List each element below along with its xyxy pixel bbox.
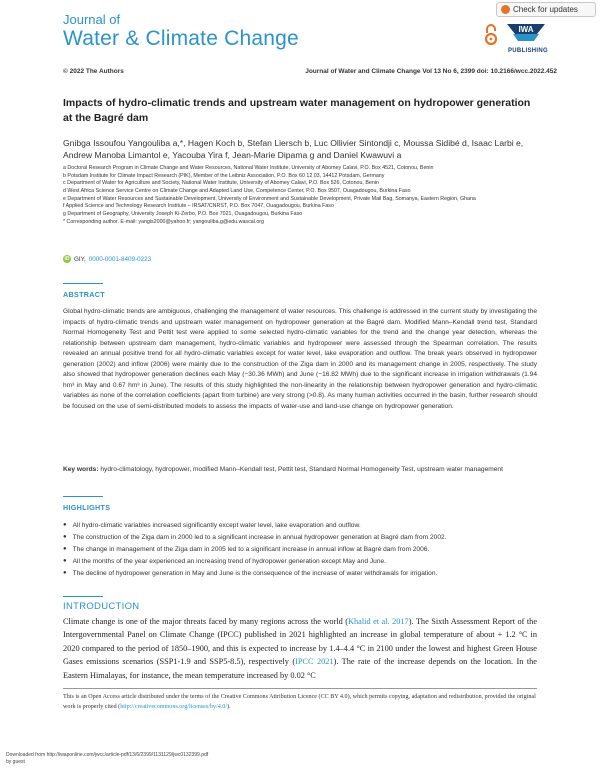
copyright: © 2022 The Authors xyxy=(63,68,124,75)
highlight-text: All hydro-climatic variables increased significantly except water level, lake evaporation and outflow. xyxy=(72,522,361,529)
highlight-item xyxy=(63,520,537,532)
affiliation-item: f Applied Science and Technology Research Institute – IRSAT/CNRST, P.O. Box 7047, Ouagadougou, Burkina Faso xyxy=(63,203,334,210)
crossmark-icon xyxy=(501,5,510,14)
highlight-item xyxy=(63,556,537,568)
footer-divider xyxy=(63,688,537,689)
highlight-item xyxy=(63,568,537,580)
license-link[interactable]: http://creativecommons.org/licenses/by/4.0/ xyxy=(120,703,228,710)
orcid-label: GIY, xyxy=(74,255,86,263)
citation-link[interactable]: IPCC 2021 xyxy=(295,657,334,667)
corresponding-author: * Corresponding author. E-mail: yangis2000@yahoo.fr; yangouliba.g@edu.wascal.org xyxy=(63,218,264,225)
bullet-icon: ● xyxy=(63,546,67,552)
highlight-item xyxy=(63,532,537,544)
orcid-icon: iD xyxy=(64,256,70,262)
introduction-heading: INTRODUCTION xyxy=(63,601,140,612)
highlight-text: The change in management of the Ziga dam in 2005 led to a significant increase in annual inflow at Bagré dam from 2006. xyxy=(72,546,430,553)
highlight-text: The construction of the Ziga dam in 2000 led to a significant increase in annual hydropower generation at Bagré dam from 2002. xyxy=(72,534,447,541)
intro-text-part: ). The Sixth Assessment Report of the Intergovernmental Panel on Climate Change (IPCC) published in 2021 highlighted an increase in global temperature of about + 1.2 °C in 2020 compared to the period of 1850–1900, and this is expected to increase by 1.4–4.4 °C in 2100 under the lowest and highest Green House Gases emissions scenarios (SSP1-1.9 and SSP5-8.5), respectively ( xyxy=(63,617,537,667)
affiliation-item: a Doctoral Research Program in Climate Change and Water Resources, National Water Institute, University of Abomey Calavi, P.O. Box 4521, Cotonou, Benin xyxy=(63,165,434,171)
intro-text-part: Climate change is one of the major threats faced by many regions across the world ( xyxy=(63,617,349,626)
highlights-list xyxy=(63,520,537,580)
bullet-icon: ● xyxy=(63,558,67,564)
journal-name-line1: Journal of xyxy=(63,12,121,27)
journal-name-line2: Water & Climate Change xyxy=(63,27,299,50)
affiliations xyxy=(63,165,543,226)
highlights-rule xyxy=(63,496,103,497)
check-for-updates-button[interactable] xyxy=(496,2,596,17)
article-title: Impacts of hydro-climatic trends and upstream water management on hydropower generation at the Bagré dam xyxy=(63,97,531,125)
highlight-text: The decline of hydropower generation in May and June is the consequence of the increase of water withdrawals for irrigation. xyxy=(72,570,438,577)
affiliation-item: b Potsdam Institute for Climate Impact Research (PIK), Member of the Leibniz Association, P.O. Box 60 12 03, 14412 Potsdam, Germany xyxy=(63,172,385,179)
download-line: by guest xyxy=(6,758,25,765)
introduction-text xyxy=(63,615,537,682)
bullet-icon: ● xyxy=(63,534,67,540)
citation: Journal of Water and Climate Change Vol 13 No 6, 2399 doi: 10.2166/wcc.2022.452 xyxy=(305,68,557,75)
download-notice xyxy=(6,752,208,765)
highlights-heading: HIGHLIGHTS xyxy=(63,503,111,512)
license-body: This is an Open Access article distributed under the terms of the Creative Commons Attribution Licence (CC BY 4.0), which permits copying, adaptation and redistribution, provided the original work is properly cited ( xyxy=(63,694,536,710)
affiliation-item: e Department of Water Resources and Sustainable Development, University of Environment and Sustainable Development, Private Mail Bag, Somanya, Eastern Region, Ghana xyxy=(63,195,476,202)
abstract-rule xyxy=(63,283,103,284)
license-end: ). xyxy=(227,703,231,710)
highlight-item xyxy=(63,544,537,556)
affiliation-item: c Department of Water for Agriculture and Society, National Water Institute, University of Abomey Calavi, P.O. Box 526, Cotonou, Benin xyxy=(63,180,379,187)
bullet-icon: ● xyxy=(63,522,67,528)
affiliation-item: d West Africa Science Service Centre on Climate Change and Adapted Land Use, Competence Center, P.O. Box 9507, Ouagadougou, Burkina Faso xyxy=(63,188,411,195)
keywords-text: hydro-climatology, hydropower, modified Mann–Kendall test, Pettit test, Standard Normal Homogeneity Test, upstream water management xyxy=(100,466,503,473)
license-text xyxy=(63,693,537,713)
publisher-name: PUBLISHING xyxy=(508,48,549,54)
download-line: Downloaded from http://iwaponline.com/jwcc/article-pdf/13/6/2399/1131129/jwc0132399.pdf xyxy=(6,752,209,758)
introduction-rule xyxy=(63,596,103,597)
bullet-icon: ● xyxy=(63,570,67,576)
keywords xyxy=(63,465,537,476)
orcid-link[interactable]: 0000-0001-8409-0223 xyxy=(88,255,152,263)
affiliation-item: g Department of Geography, University Joseph Ki-Zerbo, P.O. Box 7021, Ouagadougou, Burkina Faso xyxy=(63,211,303,218)
highlight-text: All the months of the year experienced an increasing trend of hydropower generation except May and June. xyxy=(72,558,387,565)
check-for-updates-label: Check for updates xyxy=(513,5,578,14)
citation-link[interactable]: Khalid et al. 2017 xyxy=(348,617,409,626)
abstract-text: Global hydro-climatic trends are ambiguous, challenging the management of water resources. This challenge is addressed in the current study by investigating the impacts of hydro-climatic trends and upstream water management on hydropower generation at the Bagré dam. Modified Mann–Kendall trend test, Standard Normal Homogeneity Test and Pettit test were applied to some selected hydro-climatic variables for the trend and the change year detection, whereas the relationship between upstream dam management, hydro-climatic variables and hydropower were assessed through the Spearman correlation. The results revealed an annual positive trend for all hydro-climatic variables except for water level, lake evaporation and outflow. The break years observed in hydropower generation (2002) and inflow (2006) were mainly due to the construction of the Ziga dam in 2000 and its management change in 2005, respectively. The study also showed that hydropower generation declines each May (−30.36 MWh) and June (−16.82 MWh) due to the significant increase in irrigation withdrawals (1.94 hm³ in May and 0.67 hm³ in June). The results of this study highlighted the non-linearity in the relationship between hydropower generation and hydro-climatic variables as none of the correlation coefficients (apart from turbine) are very strong (>0.8). As many human activities occurred in the basin, further research should be focused on the use of semi-distributed models to assess the impacts of water-use and land-use change on hydropower generation. xyxy=(63,308,537,410)
abstract-heading: ABSTRACT xyxy=(63,290,105,299)
author-list: Gnibga Issoufou Yangouliba a,*, Hagen Koch b, Stefan Liersch b, Luc Ollivier Sintondji c, Moussa Sidibé d, Isaac Larbi e, Andrew Manoba Limantol e, Yacouba Yira f, Jean-Marie Dipama g and Daniel Kwawuvi a xyxy=(63,138,524,161)
orcid-line xyxy=(63,255,151,263)
keywords-label: Key words: xyxy=(63,466,99,473)
iwa-logo-text: IWA xyxy=(518,25,534,34)
open-access-icon xyxy=(484,24,498,46)
intro-text-part: ). The rate of the increase depends on the location. In the Eastern Himalayas, for instance, the mean temperature increased by 0.02 °C xyxy=(63,657,537,680)
